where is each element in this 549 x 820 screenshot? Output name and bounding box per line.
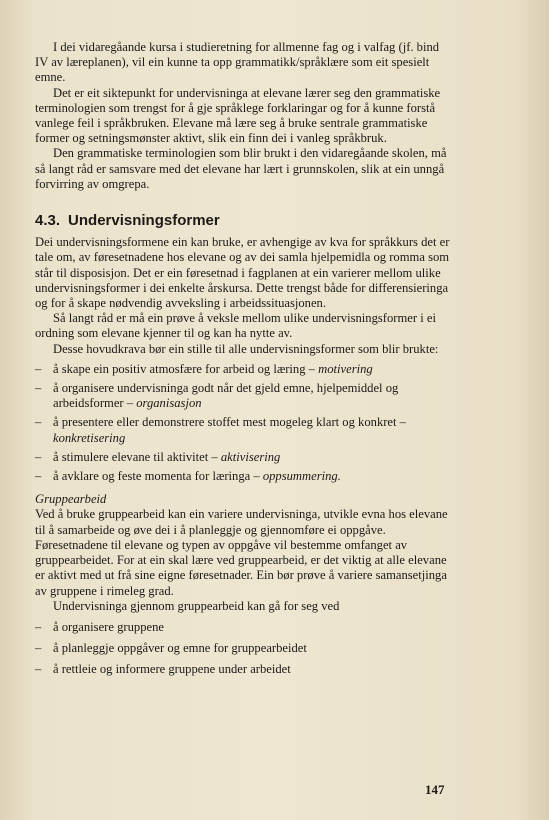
dash-mark: – [35, 662, 42, 677]
dash-mark: – [35, 361, 42, 376]
subheading-group-work: Gruppearbeid [35, 492, 107, 507]
paragraph-terminology: Den grammatiske terminologien som blir brukt i den vidaregåande skolen, må så langt råd er samsvare med det elevane har lært i grunnskolen, slik at ein unngå forvirring av omgrepa. [35, 146, 447, 191]
paragraph-requirements: Desse hovudkrava bør ein stille til alle undervisningsformer som blir brukte: [53, 341, 439, 356]
section-number: 4.3. [35, 212, 61, 230]
dash-mark: – [35, 619, 42, 634]
requirements-list [35, 362, 450, 484]
page-number: 147 [425, 782, 445, 797]
section-title: Undervisningsformer [68, 212, 220, 230]
dash-mark: – [35, 469, 42, 484]
paragraph-aim: Det er eit siktepunkt for undervisninga at elevane lærer seg den grammatiske terminologien som trengst for å gje språklege forklaringar og for å kunne forstå vanlege feil i språkbruken. Elevane må lære seg å bruke sentrale grammatiske former og setningsmønster aktivt, slik ein finn dei i vanleg språkbruk. [35, 85, 441, 146]
list-keyword: oppsummering. [262, 469, 341, 484]
list-keyword: motivering [318, 361, 373, 376]
list-keyword: organisasjon [136, 396, 202, 411]
paragraph-group-work: Ved å bruke gruppearbeid kan ein variere undervisninga, utvikle evna hos elevane til å samarbeide og øve dei i å planleggje og gjennomføre ei oppgåve. Føresetnadene til elevane og typen av oppgåve vil bestemme omfanget av gruppearbeidet. For at ein skal lære ved gruppearbeid, er det viktig at alle elevane er aktivt med ut frå sine eigne føresetnader. Ein bør prøve å variere samansetjinga av gruppene i rimeleg grad. [35, 507, 448, 598]
list-item: – å organisere gruppene [35, 619, 164, 634]
paragraph-group-ways: Undervisninga gjennom gruppearbeid kan gå for seg ved [53, 598, 340, 613]
dash-mark: – [35, 415, 42, 430]
list-item: – å planleggje oppgåver og emne for gruppearbeidet [35, 641, 307, 656]
list-item: – å stimulere elevane til aktivitet – aktivisering [35, 449, 281, 464]
list-keyword: konkretisering [53, 430, 126, 445]
paragraph-intro: I dei vidaregåande kursa i studieretning for allmenne fag og i valfag (jf. bind IV av læreplanen), vil ein kunne ta opp grammatikk/språklære som eit spesielt emne. [35, 40, 440, 85]
list-keyword: aktivisering [220, 449, 281, 464]
list-item: – å rettleie og informere gruppene under arbeidet [35, 662, 291, 677]
section-heading [35, 213, 450, 228]
paragraph-forms: Dei undervisningsformene ein kan bruke, er avhengige av kva for språkkurs det er tale om, av føresetnadene hos elevane og av dei samla hjelpemidla og romma som står til disposisjon. Det er ein føresetnad i fagplanen at ein varierer mellom ulike undervisningsformer i dei enkelte årskursa. Dette trengst både for differensieringa og for å skape nødvendig avveksling i arbeidssituasjonen. [35, 235, 450, 311]
list-item: – å avklare og feste momenta for læringa – oppsummering. [35, 469, 341, 484]
paragraph-variation: Så langt råd er må ein prøve å veksle mellom ulike undervisningsformer i ei ordning som elevane kjenner til og kan ha nytte av. [35, 311, 436, 341]
group-list [35, 620, 450, 678]
list-item: – å presentere eller demonstrere stoffet mest mogeleg klart og konkret – konkretisering [35, 415, 406, 445]
list-item: – å skape ein positiv atmosfære for arbeid og læring – motivering [35, 361, 373, 376]
page-content [35, 40, 450, 684]
dash-mark: – [35, 641, 42, 656]
dash-mark: – [35, 381, 42, 396]
dash-mark: – [35, 449, 42, 464]
list-item: – å organisere undervisninga godt når det gjeld emne, hjelpemiddel og arbeidsformer – organisasjon [35, 381, 399, 411]
